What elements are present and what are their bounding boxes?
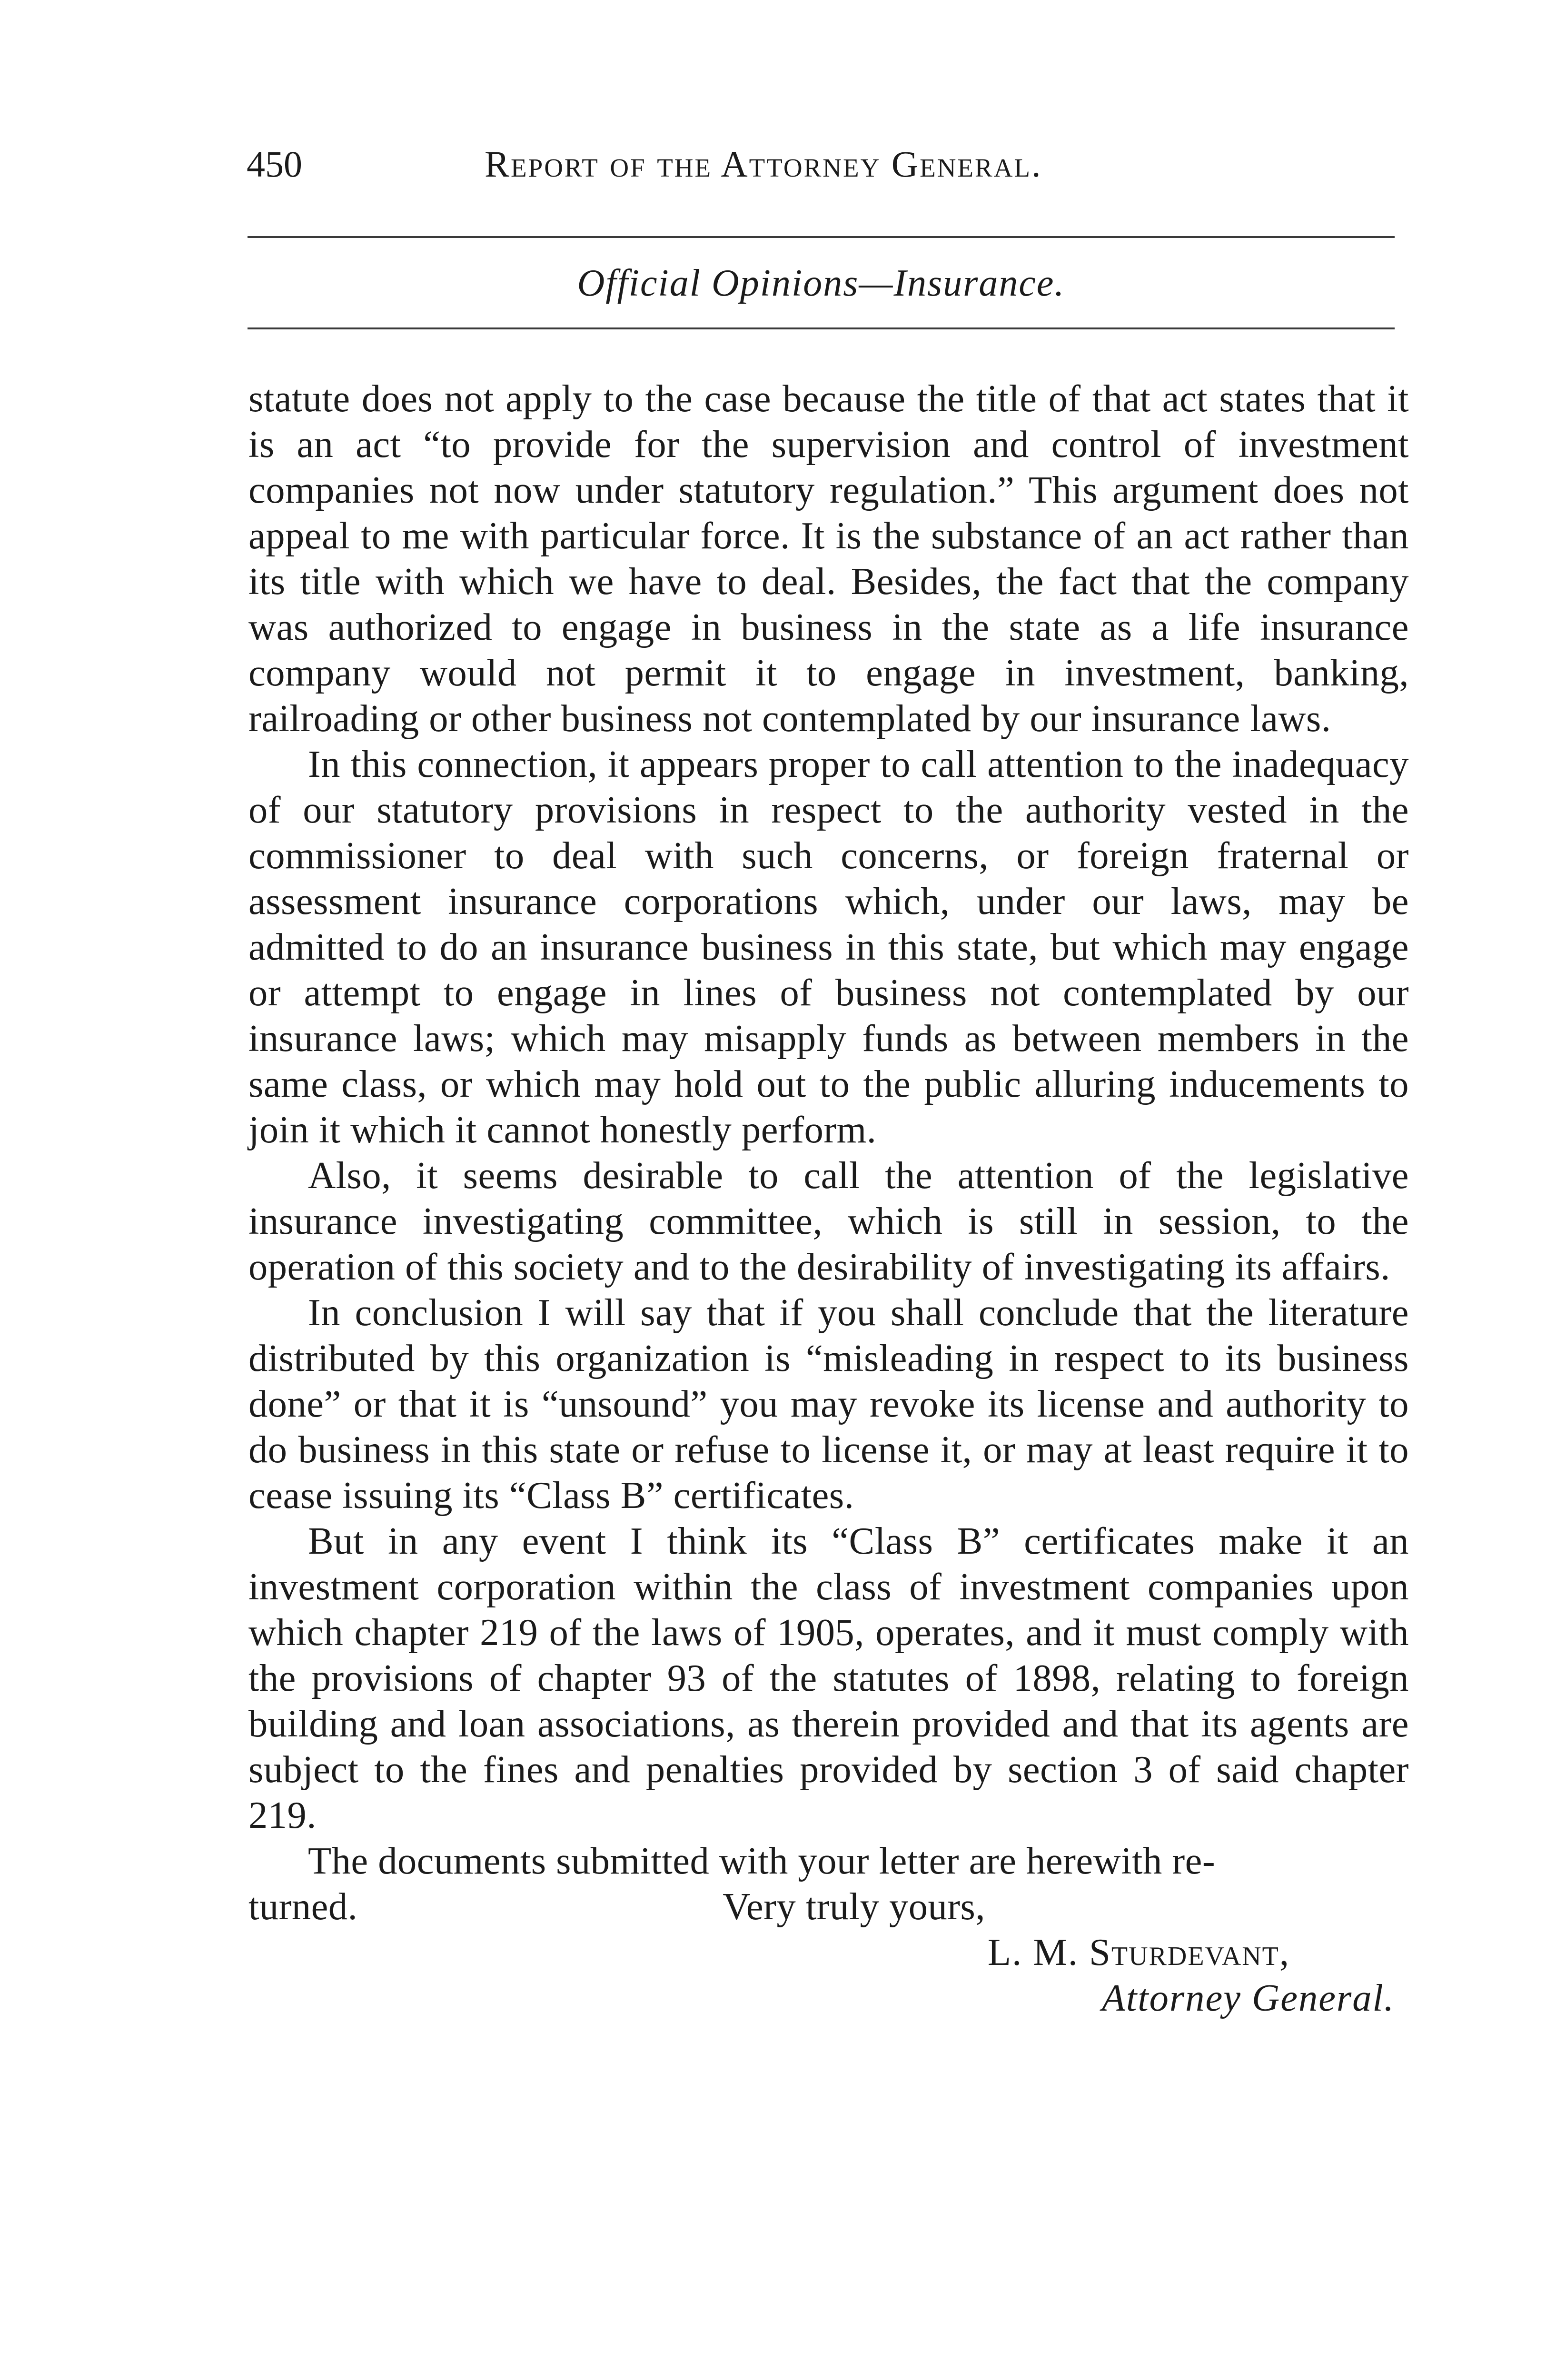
header-rule-top [248,236,1395,238]
valediction: Very truly yours, [723,1885,985,1928]
paragraph-continuation: statute does not apply to the case because the title of that act states that it is an act “to provide for the supervision and control of investment companies not now under statutory regulation.” This argument does not appeal to me with particular force. It is the substance of an act rather than its title with which we have to deal. Besides, the fact that the company was authorized to engage in business in the state as a life insurance company would not permit it to engage in investment, banking, railroading or other business not contemplated by our insurance laws. [248,377,1409,740]
closing-line [248,1884,1409,1930]
closing-end: turned. [248,1885,358,1928]
signer-title: Attorney General. [1101,1977,1395,2019]
page-number: 450 [247,143,302,185]
paragraph: In conclusion I will say that if you shall conclude that the literature distributed by this organization is “misleading in respect to its business done” or that it is “unsound” you may revoke its license and authority to do business in this state or refuse to license it, or may at least require it to cease issuing its “Class B” certificates. [248,1291,1409,1517]
body-text [248,376,1409,2021]
paragraph: In this connection, it appears proper to call attention to the inadequacy of our statutory provisions in respect to the authority vested in the commissioner to deal with such concerns, or foreign fraternal or assessment insurance corporations which, under our laws, may be admitted to do an insurance business in this state, but which may engage or attempt to engage in lines of business not contemplated by our insurance laws; which may misapply funds as between members in the same class, or which may hold out to the public alluring inducements to join it which it cannot honestly perform. [248,743,1409,1151]
header-rule-bottom [248,327,1395,329]
paragraph: The documents submitted with your letter are herewith re- [308,1840,1216,1882]
section-title: Official Opinions—Insurance. [577,262,1065,304]
running-head [247,138,1394,190]
signer-name: L. M. Sturdevant, [987,1931,1290,1973]
paragraph: But in any event I think its “Class B” certificates make it an investment corporation within the class of investment companies upon which chapter 219 of the laws of 1905, operates, and it must comply with the provisions of chapter 93 of the statutes of 1898, relating to foreign building and loan associations, as therein provided and that its agents are subject to the fines and penalties provided by section 3 of said chapter 219. [248,1520,1409,1836]
paragraph: Also, it seems desirable to call the attention of the legislative insurance investigating committee, which is still in session, to the operation of this society and to the desirability of investigating its affairs. [248,1154,1409,1288]
report-title: Report of the Attorney General. [485,143,1042,185]
